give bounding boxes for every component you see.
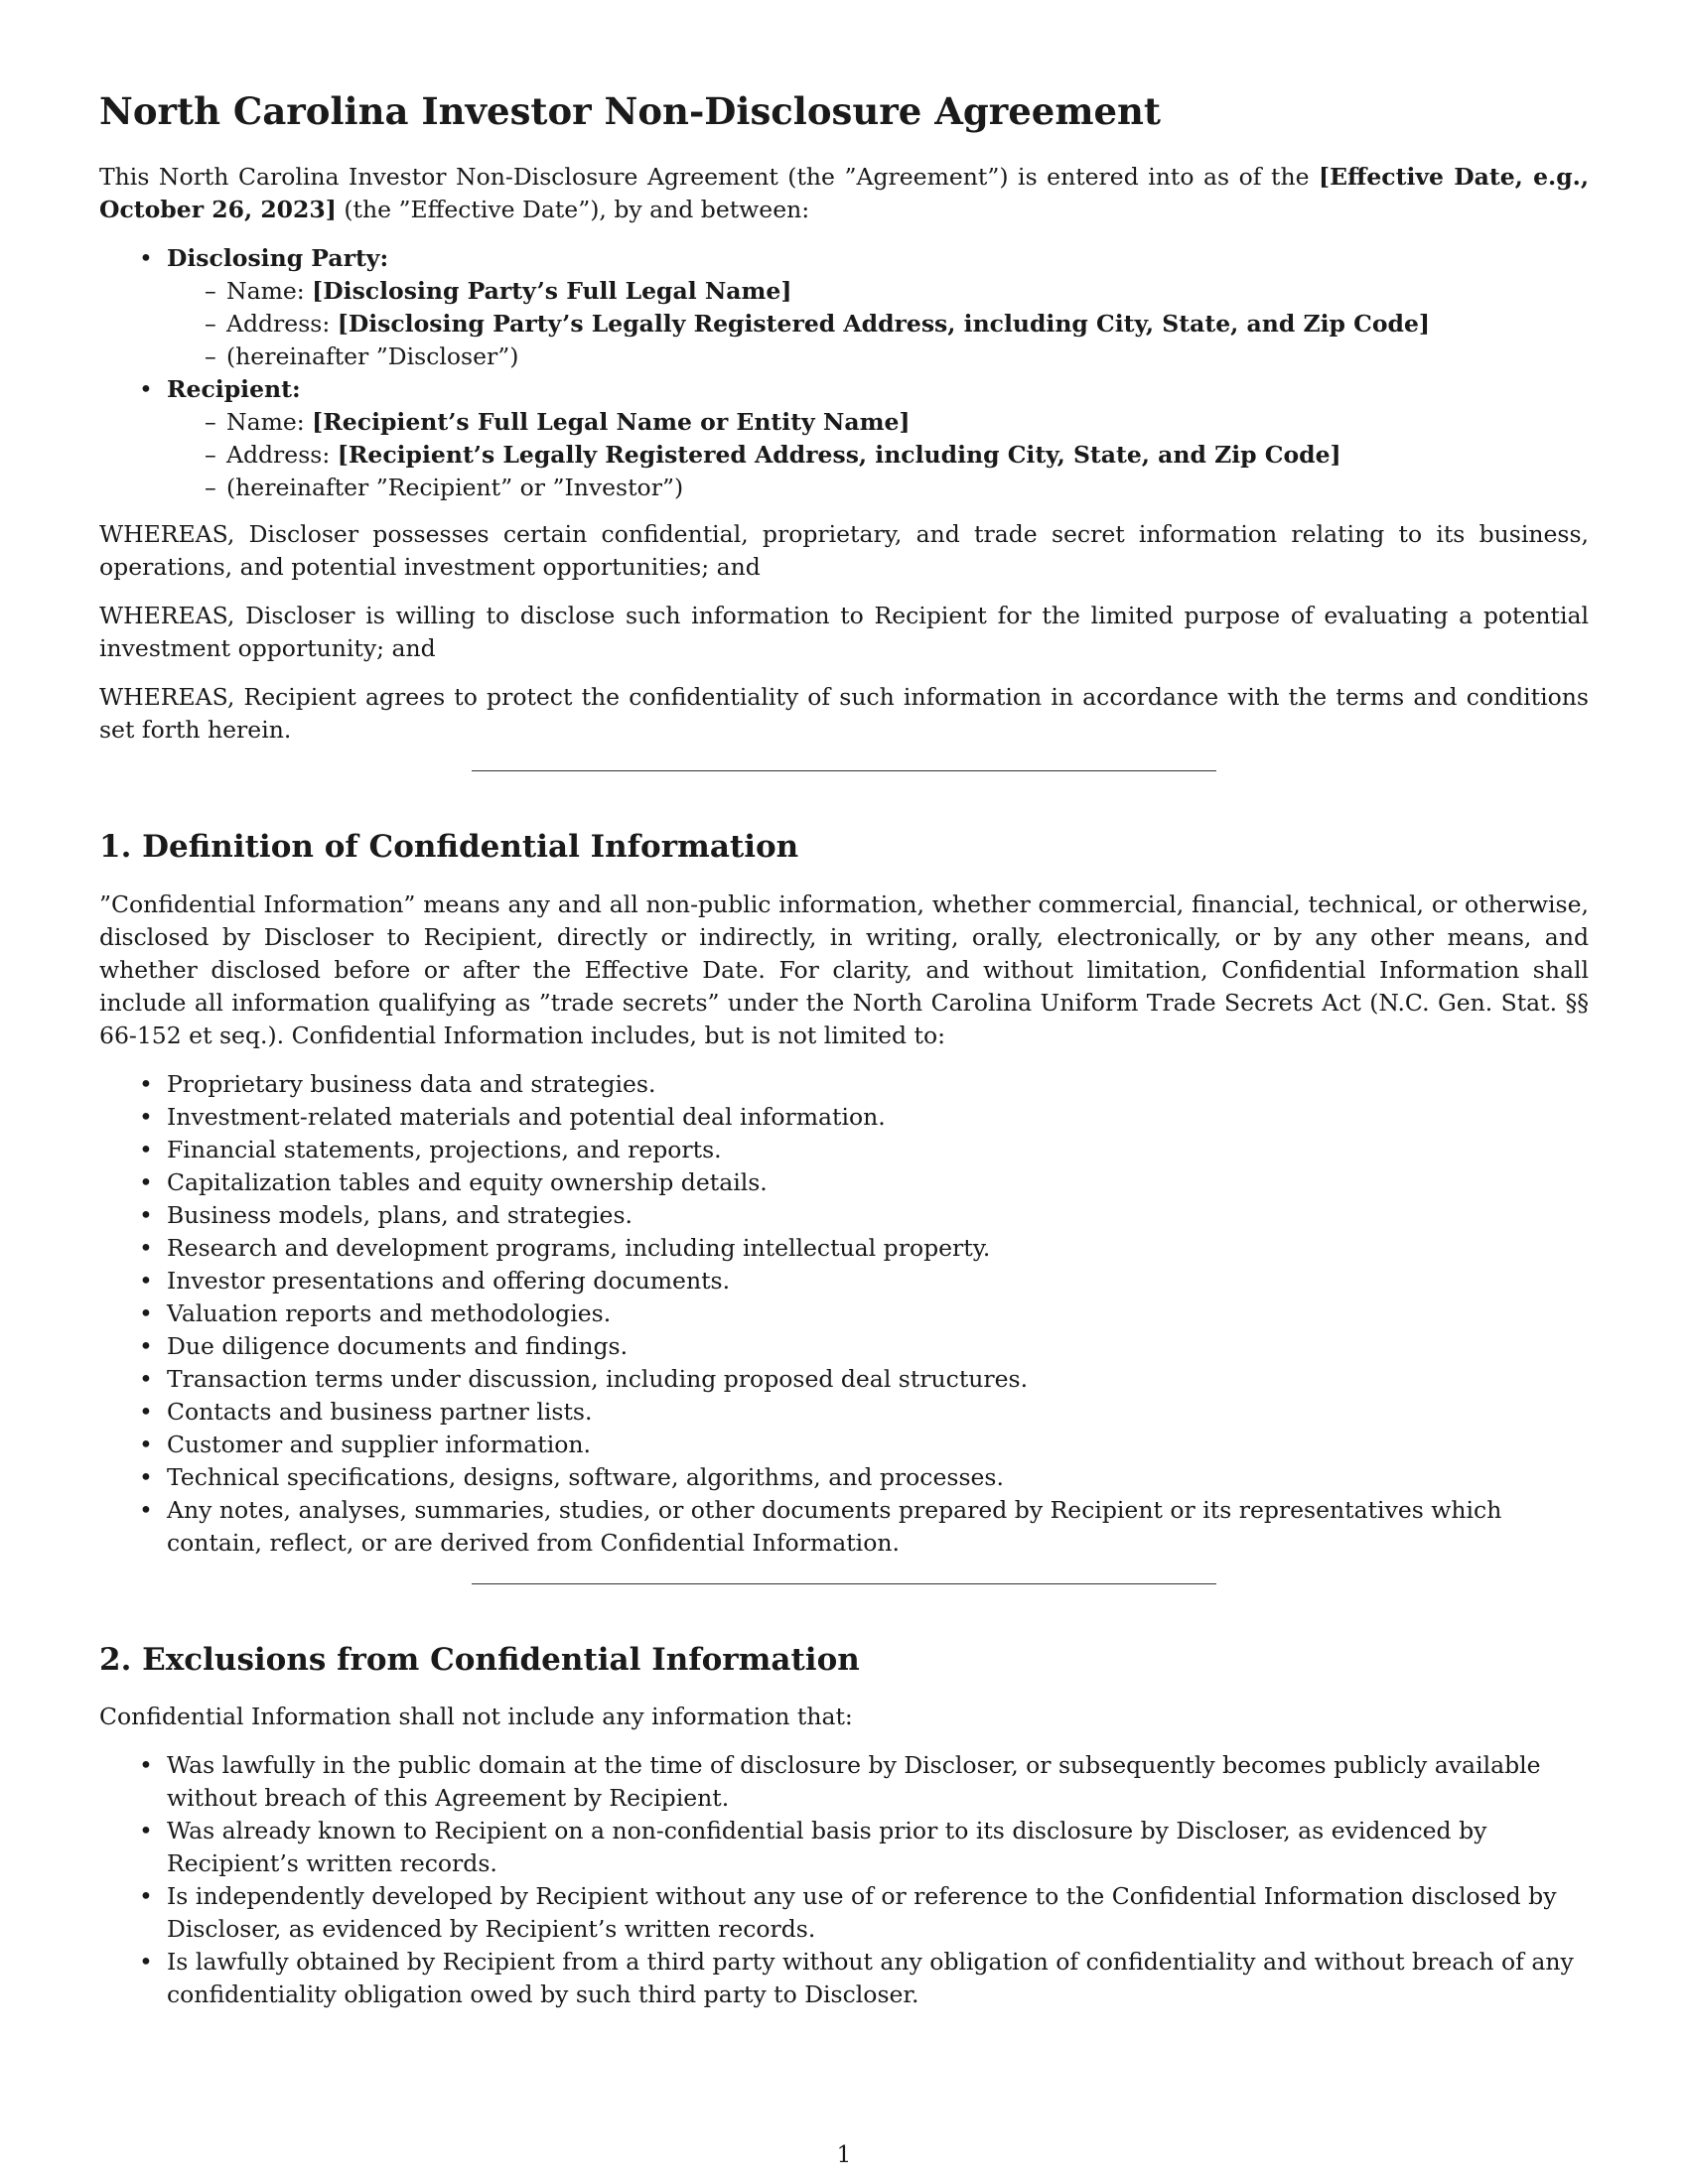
list-item: • Financial statements, projections, and reports.	[167, 1134, 1589, 1166]
list-item: • Technical specifications, designs, software, algorithms, and processes.	[167, 1461, 1589, 1494]
name-value: [Disclosing Party’s Full Legal Name]	[312, 277, 792, 306]
section-1-heading: 1. Definition of Confidential Information	[99, 829, 799, 866]
list-item: • Research and development programs, including intellectual property.	[167, 1232, 1589, 1265]
list-item: • Customer and supplier information.	[167, 1429, 1589, 1461]
whereas-paragraph: WHEREAS, Discloser possesses certain confidential, proprietary, and trade secret information relating to its business, operations, and potential investment opportunities; and	[99, 520, 1589, 582]
list-item: • Capitalization tables and equity ownership details.	[167, 1166, 1589, 1199]
list-item: • Due diligence documents and findings.	[167, 1330, 1589, 1363]
document-page	[99, 89, 1589, 2025]
recipient-alias: – (hereinafter ”Recipient” or ”Investor”)	[226, 472, 1589, 504]
recipient-heading: Recipient:	[167, 375, 301, 404]
list-item: • Is lawfully obtained by Recipient from a third party without any obligation of confidentiality and without breach of any confidentiality obligation owed by such third party to Discloser.	[167, 1946, 1589, 2011]
disclosing-party-item	[167, 242, 1589, 373]
address-value: [Recipient’s Legally Registered Address, including City, State, and Zip Code]	[337, 441, 1341, 470]
exclusions-list	[99, 1749, 1589, 2011]
list-item: • Was already known to Recipient on a non-confidential basis prior to its disclosure by Discloser, as evidenced by Recipient’s written records.	[167, 1815, 1589, 1880]
section-1-paragraph: ”Confidential Information” means any and all non-public information, whether commercial, financial, technical, or otherwise, disclosed by Discloser to Recipient, directly or indirectly, in writing, orally, electronically, or by any other means, and whether disclosed before or after the Effective Date. For clarity, and without limitation, Confidential Information shall include all information qualifying as ”trade secrets” under the North Carolina Uniform Trade Secrets Act (N.C. Gen. Stat. §§ 66-152 et seq.). Confidential Information includes, but is not limited to:	[99, 889, 1589, 1049]
recipient-item	[167, 373, 1589, 504]
address-label: Address:	[226, 310, 338, 339]
recipient-details	[167, 406, 1589, 504]
address-value: [Disclosing Party’s Legally Registered Address, including City, State, and Zip Code]	[337, 310, 1431, 339]
whereas-paragraph: WHEREAS, Discloser is willing to disclose such information to Recipient for the limited purpose of evaluating a potential investment opportunity; and	[99, 602, 1589, 663]
page-number: 1	[836, 2142, 852, 2168]
name-value: [Recipient’s Full Legal Name or Entity Name]	[312, 408, 911, 437]
recipient-name	[226, 406, 1589, 439]
effective-date-placeholder: [Effective Date, e.g., October 26, 2023]	[99, 163, 1590, 224]
disclosing-party-details	[167, 275, 1589, 373]
section-divider	[472, 770, 1216, 771]
address-label: Address:	[226, 441, 338, 470]
document-title: North Carolina Investor Non-Disclosure Agreement	[99, 89, 1162, 133]
parties-list	[99, 242, 1589, 504]
intro-paragraph	[99, 161, 1589, 226]
recipient-address	[226, 439, 1589, 472]
list-item: • Transaction terms under discussion, including proposed deal structures.	[167, 1363, 1589, 1396]
disclosing-party-alias: – (hereinafter ”Discloser”)	[226, 341, 1589, 373]
name-label: Name:	[226, 408, 313, 437]
list-item: • Any notes, analyses, summaries, studies, or other documents prepared by Recipient or its representatives which contain, reflect, or are derived from Confidential Information.	[167, 1494, 1589, 1560]
list-item: • Was lawfully in the public domain at the time of disclosure by Discloser, or subsequently becomes publicly available without breach of this Agreement by Recipient.	[167, 1749, 1589, 1815]
list-item: • Investor presentations and offering documents.	[167, 1265, 1589, 1297]
disclosing-party-address	[226, 308, 1589, 341]
intro-text-before: This North Carolina Investor Non-Disclosure Agreement (the ”Agreement”) is entered into as of the	[99, 163, 1320, 192]
list-item: • Business models, plans, and strategies.	[167, 1199, 1589, 1232]
list-item: • Is independently developed by Recipient without any use of or reference to the Confidential Information disclosed by Discloser, as evidenced by Recipient’s written records.	[167, 1880, 1589, 1946]
list-item: • Valuation reports and methodologies.	[167, 1297, 1589, 1330]
section-2-heading: 2. Exclusions from Confidential Information	[99, 1641, 860, 1678]
section-2-paragraph: Confidential Information shall not include any information that:	[99, 1702, 853, 1730]
disclosing-party-heading: Disclosing Party:	[167, 244, 389, 273]
intro-text-after: (the ”Effective Date”), by and between:	[336, 196, 810, 224]
name-label: Name:	[226, 277, 313, 306]
whereas-paragraph: WHEREAS, Recipient agrees to protect the confidentiality of such information in accordance with the terms and conditions set forth herein.	[99, 683, 1589, 745]
section-divider	[472, 1583, 1216, 1584]
confidential-info-list	[99, 1068, 1589, 1560]
list-item: • Investment-related materials and potential deal information.	[167, 1101, 1589, 1134]
disclosing-party-name	[226, 275, 1589, 308]
list-item: • Proprietary business data and strategies.	[167, 1068, 1589, 1101]
list-item: • Contacts and business partner lists.	[167, 1396, 1589, 1429]
